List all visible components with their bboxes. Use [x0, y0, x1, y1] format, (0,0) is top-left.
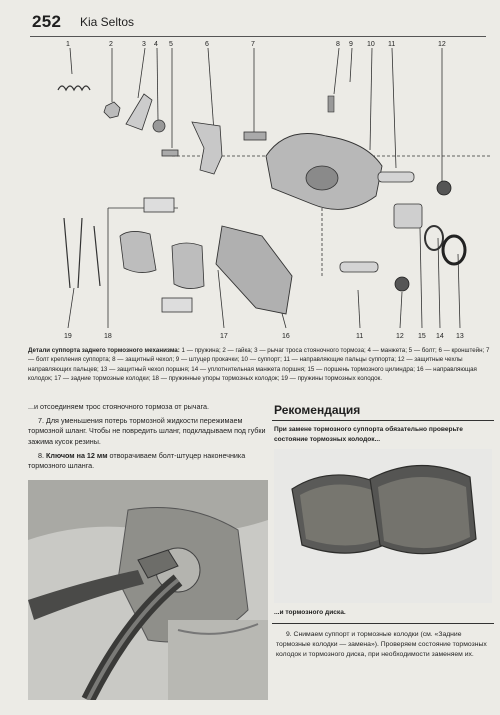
book-title: Kia Seltos [80, 15, 135, 29]
callout-15: 15 [418, 333, 426, 340]
callout-18: 18 [104, 333, 112, 340]
paragraph-intro: ...и отсоединяем трос стояночного тормоза от рычага. [28, 402, 209, 411]
callout-12-bottom: 12 [396, 333, 404, 340]
paragraph-7: 7. Для уменьшения потерь тормозной жидкости пережимаем тормозной шланг. Чтобы не повредить шланг, подкладываем под губки зажима кусок резины. [28, 416, 266, 446]
page-header [30, 10, 486, 37]
callout-7: 7 [251, 41, 255, 48]
callout-14: 14 [436, 333, 444, 340]
p8-lead: 8. [38, 450, 46, 460]
paragraph-9: 9. Снимаем суппорт и тормозные колодки (см. «Задние тормозные колодки — замена»). Проверяем состояние тормозных колодок и тормозного диска, при необходимости заменяем их. [276, 631, 487, 658]
callout-3: 3 [142, 41, 146, 48]
callout-16: 16 [282, 333, 290, 340]
page-number: 252 [32, 12, 62, 31]
callout-9: 9 [349, 41, 353, 48]
photo-brake-hose-fitting [28, 480, 268, 700]
callout-5: 5 [169, 41, 173, 48]
callout-1: 1 [66, 41, 70, 48]
callout-6: 6 [205, 41, 209, 48]
recommendation-text-disc: ...и тормозного диска. [274, 609, 346, 616]
callout-8: 8 [336, 41, 340, 48]
p8-rest: отворачиваем болт-штуцер наконечника тормозного шланга. [28, 450, 246, 471]
photo-brake-pads-drawing [274, 449, 492, 603]
diagram-drawing [22, 38, 496, 346]
callout-12-top: 12 [438, 41, 446, 48]
p8-bold: Ключом на 12 мм [46, 450, 108, 460]
caption-lead: Детали суппорта заднего тормозного механизма: [28, 347, 180, 354]
callout-11-bottom: 11 [356, 333, 364, 340]
callout-4: 4 [154, 41, 158, 48]
left-text-column [28, 402, 268, 475]
paragraph-8 [28, 451, 268, 471]
caption-body: 1 — пружина; 2 — гайка; 3 — рычаг троса стояночного тормоза; 4 — манжета; 5 — болт; 6 — кронштейн; 7 — болт крепления суппорта; 8 — защитный чехол; 9 — штуцер прокачки; 10 — суппорт; 11 — направляющие пальцы суппорта; 12 — защитные чехлы направляющих пальцев; 13 — защитный чехол поршня; 14 — уплотнительная манжета поршня; 15 — поршень тормозного цилиндра; 16 — направляющая колодок; 17 — задние тормозные колодки; 18 — пружинные упоры тормозных колодок; 19 — пружины тормозных колодок. [28, 347, 490, 383]
callout-13: 13 [456, 333, 464, 340]
figure-caption [28, 346, 494, 384]
callout-10: 10 [367, 41, 375, 48]
photo-brake-hose-drawing [28, 480, 268, 700]
recommendation-text: При замене тормозного суппорта обязательно проверьте состояние тормозных колодок... [274, 426, 463, 443]
recommendation-title: Рекомендация [274, 403, 361, 417]
callout-2: 2 [109, 41, 113, 48]
callout-11-top: 11 [388, 41, 396, 48]
exploded-caliper-diagram [22, 38, 496, 346]
callout-17: 17 [220, 333, 228, 340]
recommendation-box [272, 420, 494, 624]
callout-19: 19 [64, 333, 72, 340]
photo-brake-pads [274, 449, 492, 603]
